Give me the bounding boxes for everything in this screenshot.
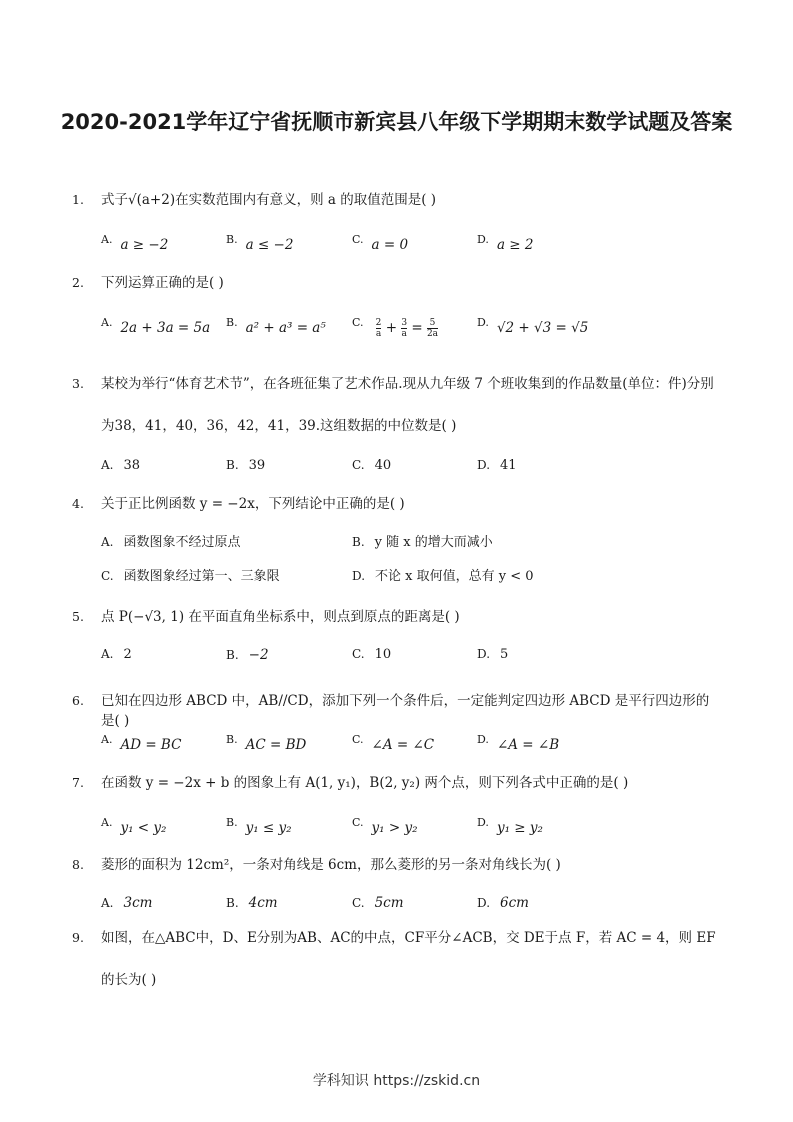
question-number: 1. [72,192,84,207]
option-d[interactable]: $^{D.}$ a ≥ 2 [477,233,534,253]
option-b[interactable]: $^{B.}$ a ≤ −2 [226,233,294,253]
option-a[interactable]: $^{A.}$ 2a + 3a = 5a [101,316,211,336]
option-b[interactable]: B. 39 [226,458,266,473]
option-c[interactable]: $^{C.}$ a = 0 [352,233,409,253]
option-c[interactable]: $^{C.}$ ∠A = ∠C [352,733,435,753]
option-b[interactable]: $^{B.}$ a² + a³ = a⁵ [226,316,326,336]
option-a[interactable]: A. 函数图象不经过原点 [101,535,241,550]
option-c[interactable]: C. 函数图象经过第一、三象限 [101,569,280,584]
option-a[interactable]: A. 38 [101,458,141,473]
fraction: $\frac{3}{a}$ [401,318,408,339]
question-text: 已知在四边形 ABCD 中，AB//CD，添加下列一个条件后，一定能判定四边形 ABCD 是平行四边形的是( ) [101,693,710,729]
question-text: 某校为举行“体育艺术节”，在各班征集了艺术作品.现从九年级 7 个班收集到的作品数量(单位：件)分别为38，41，40，36，42，41，39.这组数据的中位数是( ) [101,376,714,434]
option-d[interactable]: $^{D.}$ √2 + √3 = √5 [477,316,589,336]
option-c[interactable]: C. 10 [352,647,392,662]
option-d[interactable]: D. 6cm [477,895,529,911]
question-text: 式子√(a+2)在实数范围内有意义，则 a 的取值范围是( ) [101,192,437,208]
option-a[interactable]: $^{A.}$ AD = BC [101,733,182,753]
option-d[interactable]: D. 41 [477,458,517,473]
question-text: 关于正比例函数 y = −2x，下列结论中正确的是( ) [101,496,405,512]
footer-watermark: 学科知识 https://zskid.cn [312,1073,481,1089]
question-number: 2. [72,275,84,290]
option-a[interactable]: A. 3cm [101,895,153,911]
question-number: 8. [72,857,84,872]
option-c[interactable]: C. 40 [352,458,392,473]
page-title: 2020-2021学年辽宁省抚顺市新宾县八年级下学期期末数学试题及答案 [60,110,733,134]
question-text: 点 P(−√3, 1) 在平面直角坐标系中，则点到原点的距离是( ) [101,609,460,625]
option-c[interactable]: $^{C.}$ $\frac{2}{a}$ + $\frac{3}{a}$ = $\frac{5}{2a}$ [352,316,439,339]
question-number: 7. [72,775,84,790]
question-text: 下列运算正确的是( ) [101,275,224,291]
question-text: 如图，在△ABC中，D、E分别为AB、AC的中点，CF平分∠ACB，交 DE于点 F，若 AC = 4，则 EF的长为( ) [101,930,716,988]
option-c[interactable]: $^{C.}$ y₁ > y₂ [352,816,418,836]
option-b[interactable]: B. 4cm [226,895,278,911]
option-a[interactable]: $^{A.}$ a ≥ −2 [101,233,169,253]
option-d[interactable]: D. 5 [477,647,509,662]
option-b[interactable]: B. −2 [226,647,269,663]
question-number: 6. [72,693,84,708]
option-d[interactable]: $^{D.}$ y₁ ≥ y₂ [477,816,543,836]
question-number: 3. [72,376,84,391]
question-number: 5. [72,609,84,624]
question-text: 在函数 y = −2x + b 的图象上有 A(1, y₁)，B(2, y₂) 两个点，则下列各式中正确的是( ) [101,775,629,791]
option-b[interactable]: B. y 随 x 的增大而减小 [352,535,493,550]
option-a[interactable]: $^{A.}$ y₁ < y₂ [101,816,167,836]
question-number: 4. [72,496,84,511]
option-b[interactable]: $^{B.}$ y₁ ≤ y₂ [226,816,292,836]
option-d[interactable]: D. 不论 x 取何值，总有 y < 0 [352,569,534,584]
option-d[interactable]: $^{D.}$ ∠A = ∠B [477,733,560,753]
option-b[interactable]: $^{B.}$ AC = BD [226,733,307,753]
fraction: $\frac{2}{a}$ [375,318,382,339]
question-number: 9. [72,930,84,945]
option-a[interactable]: A. 2 [101,647,132,662]
question-text: 菱形的面积为 12cm²，一条对角线是 6cm，那么菱形的另一条对角线长为( ) [101,857,561,873]
fraction: $\frac{5}{2a}$ [426,318,439,339]
option-c[interactable]: C. 5cm [352,895,404,911]
